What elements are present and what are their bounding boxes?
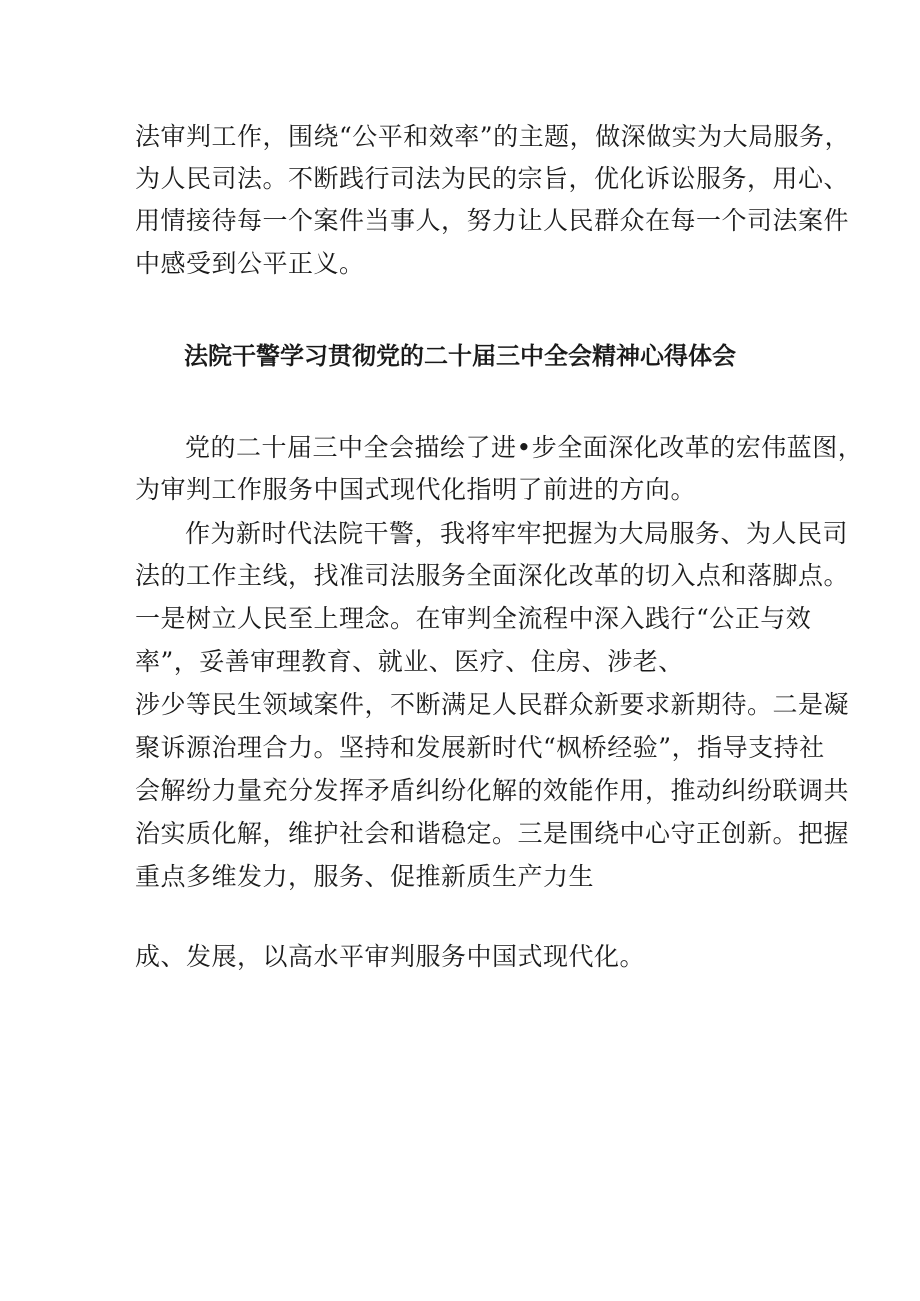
p2-line-3: 一是树立人民至上理念。在审判全流程中深入践行“公正与效 <box>135 604 812 633</box>
p2-line-4: 率”，妥善审理教育、就业、医疗、住房、涉老、 <box>135 647 684 676</box>
p2-line-7: 会解纷力量充分发挥矛盾纠纷化解的效能作用，推动纠纷联调共 <box>135 776 850 805</box>
p2-line-1: 作为新时代法院干警，我将牢牢把握为大局服务、为人民司 <box>185 519 849 548</box>
p2-line-5: 涉少等民生领域案件，不断满足人民群众新要求新期待。二是凝 <box>135 690 850 719</box>
p2-line-6: 聚诉源治理合力。坚持和发展新时代“枫桥经验”，指导支持社 <box>135 733 825 762</box>
article-title: 法院干警学习贯彻党的二十届三中全会精神心得体会 <box>184 341 736 370</box>
p1-line-2: 为审判工作服务中国式现代化指明了前进的方向。 <box>135 475 697 504</box>
intro-line-4: 中感受到公平正义。 <box>135 249 365 278</box>
p3-line-1: 成、发展，以高水平审判服务中国式现代化。 <box>135 942 646 971</box>
p1-line-1: 党的二十届三中全会描绘了进•步全面深化改革的宏伟蓝图， <box>185 433 864 462</box>
intro-line-1: 法审判工作，围绕“公平和效率”的主题，做深做实为大局服务， <box>135 122 851 151</box>
intro-line-2: 为人民司法。不断践行司法为民的宗旨，优化诉讼服务，用心、 <box>135 164 850 193</box>
p2-line-9: 重点多维发力，服务、促推新质生产力生 <box>135 862 595 891</box>
p2-line-8: 治实质化解，维护社会和谐稳定。三是围绕中心守正创新。把握 <box>135 819 850 848</box>
intro-line-3: 用情接待每一个案件当事人，努力让人民群众在每一个司法案件 <box>135 206 850 235</box>
p2-line-2: 法的工作主线，找准司法服务全面深化改革的切入点和落脚点。 <box>135 561 850 590</box>
